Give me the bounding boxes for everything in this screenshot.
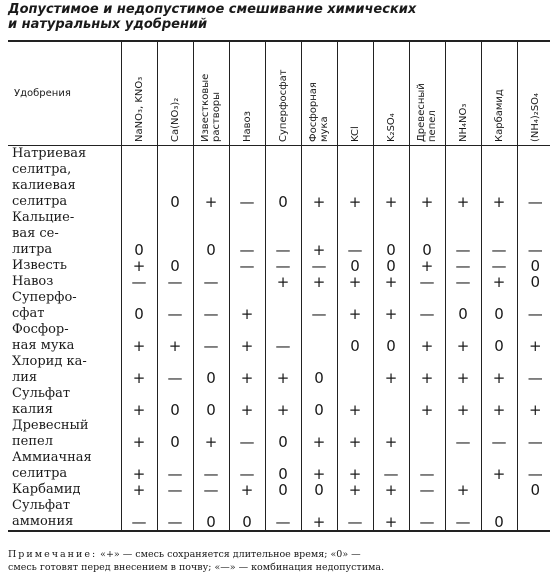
- row-fertilizer-name: Хлорид ка- лия: [12, 354, 87, 385]
- compatibility-cell: +: [193, 146, 229, 211]
- compatibility-cell: —: [157, 450, 193, 482]
- row-fertilizer-name: Суперфо- сфат: [12, 290, 77, 321]
- compatibility-cell: —: [517, 418, 550, 450]
- compatibility-cell: —: [409, 450, 445, 482]
- compatibility-cell: +: [409, 146, 445, 211]
- compatibility-cell: 0: [481, 498, 517, 531]
- compatibility-cell: +: [229, 354, 265, 386]
- compatibility-cell: —: [481, 210, 517, 258]
- compatibility-cell: —: [229, 418, 265, 450]
- column-header: [517, 41, 550, 146]
- compatibility-cell: 0: [373, 322, 409, 354]
- compatibility-cell: —: [409, 290, 445, 322]
- compatibility-cell: —: [373, 450, 409, 482]
- table-row: [8, 354, 550, 386]
- compatibility-cell: +: [337, 450, 373, 482]
- compatibility-cell: —: [265, 322, 301, 354]
- table-row: [8, 210, 550, 258]
- table-row: [8, 274, 550, 290]
- compatibility-cell: +: [409, 322, 445, 354]
- compatibility-cell: +: [481, 146, 517, 211]
- compatibility-cell: +: [337, 274, 373, 290]
- compatibility-cell: —: [265, 258, 301, 274]
- compatibility-cell: 0: [121, 290, 157, 322]
- compatibility-cell: —: [229, 450, 265, 482]
- compatibility-cell: 0: [265, 482, 301, 498]
- column-header: [157, 41, 193, 146]
- compatibility-cell: 0: [409, 210, 445, 258]
- footnote-text-1: «+» — смесь сохраняется длительное время; «0» —: [97, 549, 361, 560]
- column-header-label: Фосфорная мука: [308, 81, 330, 142]
- compatibility-cell: +: [229, 482, 265, 498]
- table-row: [8, 418, 550, 450]
- compatibility-cell: 0: [229, 498, 265, 531]
- column-header: [337, 41, 373, 146]
- title-line-1: Допустимое и недопустимое смешивание химических: [8, 2, 417, 17]
- column-header-label: Карбамид: [493, 88, 505, 142]
- compatibility-cell: —: [193, 274, 229, 290]
- compatibility-cell: [373, 386, 409, 418]
- compatibility-cell: 0: [517, 482, 550, 498]
- compatibility-cell: +: [121, 258, 157, 274]
- column-header-label: KCl: [349, 125, 361, 142]
- compatibility-cell: [301, 322, 337, 354]
- compatibility-cell: [409, 418, 445, 450]
- compatibility-cell: +: [481, 386, 517, 418]
- footnote-label: Примечание:: [8, 549, 98, 560]
- compatibility-cell: +: [373, 146, 409, 211]
- compatibility-cell: —: [517, 210, 550, 258]
- row-fertilizer-name: Известь: [12, 258, 67, 273]
- compatibility-cell: +: [517, 386, 550, 418]
- column-header-label: NaNO₃, KNO₃: [133, 76, 145, 142]
- compatibility-cell: —: [157, 498, 193, 531]
- compatibility-cell: +: [301, 274, 337, 290]
- compatibility-cell: 0: [481, 290, 517, 322]
- compatibility-cell: 0: [157, 258, 193, 274]
- compatibility-cell: —: [193, 482, 229, 498]
- compatibility-cell: —: [409, 274, 445, 290]
- compatibility-cell: +: [301, 210, 337, 258]
- column-header: [121, 41, 157, 146]
- table-row: [8, 146, 550, 211]
- compatibility-cell: [265, 290, 301, 322]
- compatibility-cell: +: [409, 258, 445, 274]
- compatibility-cell: +: [517, 322, 550, 354]
- compatibility-cell: 0: [265, 146, 301, 211]
- row-fertilizer-name: Кальцие- вая се- литра: [12, 210, 75, 257]
- compatibility-cell: [229, 274, 265, 290]
- table-row: [8, 482, 550, 498]
- compatibility-cell: +: [193, 418, 229, 450]
- compatibility-cell: 0: [517, 274, 550, 290]
- compatibility-cell: [157, 210, 193, 258]
- compatibility-cell: +: [373, 290, 409, 322]
- compatibility-cell: 0: [301, 386, 337, 418]
- compatibility-cell: 0: [481, 322, 517, 354]
- column-header: [265, 41, 301, 146]
- compatibility-cell: 0: [265, 418, 301, 450]
- compatibility-cell: 0: [157, 418, 193, 450]
- compatibility-cell: +: [445, 482, 481, 498]
- compatibility-cell: +: [301, 450, 337, 482]
- compatibility-cell: +: [121, 386, 157, 418]
- column-header: [373, 41, 409, 146]
- compatibility-cell: —: [517, 290, 550, 322]
- compatibility-cell: —: [265, 210, 301, 258]
- compatibility-cell: 0: [301, 354, 337, 386]
- compatibility-cell: —: [445, 258, 481, 274]
- compatibility-cell: +: [337, 386, 373, 418]
- footnote-line-2: смесь готовят перед внесением в почву; «—» — комбинация недопустима.: [8, 562, 385, 573]
- compatibility-cell: —: [301, 258, 337, 274]
- row-fertilizer-name: Фосфор- ная мука: [12, 322, 75, 353]
- compatibility-cell: —: [409, 482, 445, 498]
- compatibility-cell: 0: [337, 258, 373, 274]
- compatibility-cell: 0: [445, 290, 481, 322]
- compatibility-cell: +: [301, 418, 337, 450]
- compatibility-cell: +: [229, 322, 265, 354]
- compatibility-cell: +: [337, 146, 373, 211]
- row-fertilizer-name: Аммиачная селитра: [12, 450, 92, 481]
- compatibility-cell: +: [445, 354, 481, 386]
- compatibility-cell: 0: [193, 210, 229, 258]
- compatibility-table: [8, 40, 550, 532]
- compatibility-cell: —: [517, 354, 550, 386]
- table-row: [8, 450, 550, 482]
- column-header-label: Древесный пепел: [416, 82, 438, 142]
- table-row: [8, 322, 550, 354]
- compatibility-cell: +: [481, 450, 517, 482]
- compatibility-cell: +: [409, 354, 445, 386]
- compatibility-cell: +: [121, 450, 157, 482]
- compatibility-cell: +: [373, 274, 409, 290]
- compatibility-cell: —: [445, 210, 481, 258]
- column-header: [193, 41, 229, 146]
- compatibility-cell: +: [265, 274, 301, 290]
- compatibility-cell: +: [373, 418, 409, 450]
- compatibility-cell: +: [373, 498, 409, 531]
- column-header-label: Суперфосфат: [277, 68, 289, 142]
- compatibility-cell: [481, 482, 517, 498]
- column-header: [301, 41, 337, 146]
- table-row: [8, 258, 550, 274]
- compatibility-cell: —: [481, 418, 517, 450]
- compatibility-cell: +: [301, 498, 337, 531]
- compatibility-cell: +: [229, 386, 265, 418]
- compatibility-cell: —: [301, 290, 337, 322]
- compatibility-cell: 0: [157, 146, 193, 211]
- compatibility-cell: 0: [157, 386, 193, 418]
- compatibility-cell: 0: [193, 386, 229, 418]
- column-header: [481, 41, 517, 146]
- compatibility-cell: +: [409, 386, 445, 418]
- table-body: [8, 146, 550, 532]
- compatibility-cell: 0: [337, 322, 373, 354]
- footnote-line-1: [8, 548, 544, 561]
- column-header-label: NH₄NO₃: [457, 103, 469, 142]
- row-fertilizer-name: Сульфат калия: [12, 386, 71, 417]
- column-header-label: Ca(NO₃)₂: [169, 97, 181, 142]
- compatibility-cell: [121, 146, 157, 211]
- table-row: [8, 290, 550, 322]
- compatibility-cell: +: [373, 482, 409, 498]
- compatibility-cell: +: [121, 354, 157, 386]
- compatibility-cell: +: [265, 354, 301, 386]
- compatibility-cell: —: [157, 274, 193, 290]
- column-header-label: Известковые растворы: [200, 73, 222, 142]
- compatibility-cell: —: [193, 290, 229, 322]
- row-fertilizer-name: Древесный пепел: [12, 418, 89, 449]
- column-header: [229, 41, 265, 146]
- column-header-label: (NH₄)₂SO₄: [529, 92, 541, 142]
- table-title: [8, 2, 528, 32]
- compatibility-cell: —: [229, 146, 265, 211]
- compatibility-cell: +: [445, 322, 481, 354]
- compatibility-cell: —: [481, 258, 517, 274]
- compatibility-cell: 0: [373, 258, 409, 274]
- compatibility-cell: —: [229, 258, 265, 274]
- compatibility-cell: +: [337, 290, 373, 322]
- row-header-label: Удобрения: [8, 41, 121, 146]
- compatibility-cell: +: [157, 322, 193, 354]
- column-header: [409, 41, 445, 146]
- compatibility-cell: —: [157, 354, 193, 386]
- compatibility-cell: 0: [121, 210, 157, 258]
- compatibility-cell: +: [373, 354, 409, 386]
- table-row: [8, 386, 550, 418]
- column-header-label: Навоз: [241, 110, 253, 142]
- compatibility-cell: +: [301, 146, 337, 211]
- column-header: [445, 41, 481, 146]
- compatibility-cell: [337, 354, 373, 386]
- row-fertilizer-name: Навоз: [12, 274, 54, 289]
- compatibility-cell: —: [193, 322, 229, 354]
- header-row: [8, 41, 550, 146]
- compatibility-cell: [445, 450, 481, 482]
- compatibility-cell: 0: [265, 450, 301, 482]
- compatibility-cell: +: [265, 386, 301, 418]
- compatibility-cell: —: [445, 274, 481, 290]
- compatibility-cell: —: [445, 498, 481, 531]
- row-fertilizer-name: Сульфат аммония: [8, 498, 121, 531]
- compatibility-cell: +: [481, 274, 517, 290]
- compatibility-cell: —: [121, 498, 157, 531]
- compatibility-cell: —: [229, 210, 265, 258]
- compatibility-cell: —: [193, 450, 229, 482]
- row-fertilizer-name: Карбамид: [12, 482, 81, 497]
- compatibility-cell: —: [517, 450, 550, 482]
- column-header-label: K₂SO₄: [385, 112, 397, 142]
- compatibility-cell: +: [445, 386, 481, 418]
- compatibility-cell: +: [121, 482, 157, 498]
- compatibility-cell: 0: [373, 210, 409, 258]
- table-row: [8, 498, 550, 531]
- compatibility-cell: +: [337, 418, 373, 450]
- compatibility-cell: +: [337, 482, 373, 498]
- compatibility-cell: —: [265, 498, 301, 531]
- compatibility-cell: +: [121, 418, 157, 450]
- footnote: [8, 548, 544, 574]
- compatibility-cell: 0: [193, 354, 229, 386]
- compatibility-cell: 0: [517, 258, 550, 274]
- compatibility-cell: —: [157, 290, 193, 322]
- compatibility-cell: +: [121, 322, 157, 354]
- compatibility-cell: [193, 258, 229, 274]
- row-fertilizer-name: Натриевая селитра, калиевая селитра: [12, 146, 87, 209]
- compatibility-cell: [517, 498, 550, 531]
- compatibility-cell: —: [409, 498, 445, 531]
- compatibility-cell: —: [337, 498, 373, 531]
- compatibility-cell: +: [481, 354, 517, 386]
- compatibility-cell: —: [121, 274, 157, 290]
- compatibility-cell: —: [517, 146, 550, 211]
- compatibility-cell: —: [445, 418, 481, 450]
- compatibility-cell: +: [229, 290, 265, 322]
- compatibility-cell: —: [157, 482, 193, 498]
- compatibility-cell: 0: [193, 498, 229, 531]
- compatibility-cell: +: [445, 146, 481, 211]
- compatibility-cell: 0: [301, 482, 337, 498]
- title-line-2: и натуральных удобрений: [8, 17, 208, 32]
- compatibility-cell: —: [337, 210, 373, 258]
